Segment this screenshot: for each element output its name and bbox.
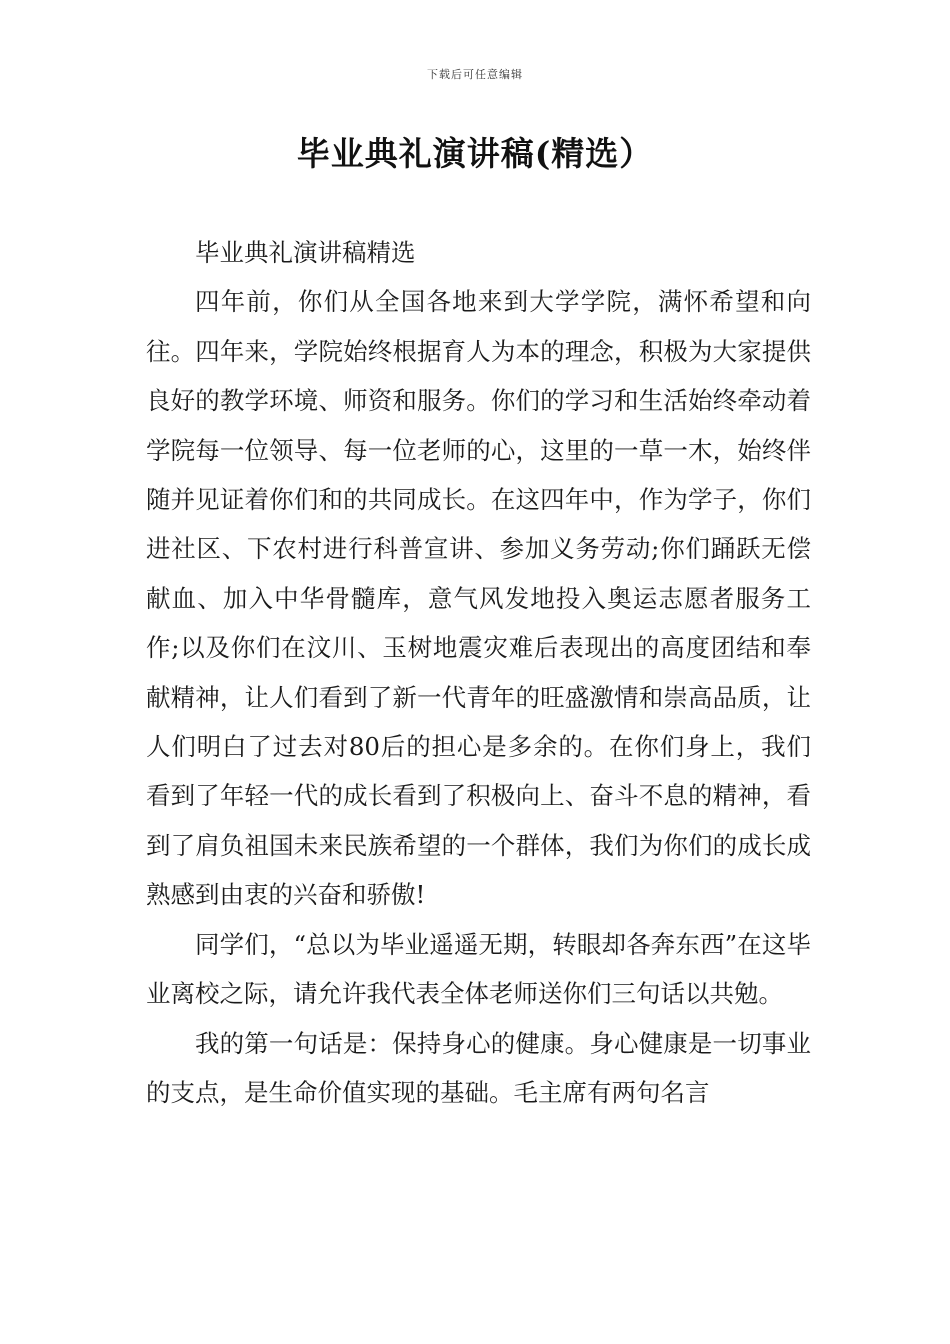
- document-title: 毕业典礼演讲稿(精选）: [296, 134, 654, 173]
- document-body: [146, 228, 811, 1117]
- header-note: 下载后可任意编辑: [427, 68, 523, 81]
- paragraph: 同学们，“总以为毕业遥遥无期，转眼却各奔东西”在这毕业离校之际，请允许我代表全体老师送你们三句话以共勉。: [146, 929, 811, 1009]
- paragraph: 四年前，你们从全国各地来到大学学院，满怀希望和向往。四年来，学院始终根据育人为本的理念，积极为大家提供良好的教学环境、师资和服务。你们的学习和生活始终牵动着学院每一位领导、每一位老师的心，这里的一草一木，始终伴随并见证着你们和的共同成长。在这四年中，作为学子，你们进社区、下农村进行科普宣讲、参加义务劳动;你们踊跃无偿献血、加入中华骨髓库，意气风发地投入奥运志愿者服务工作;以及你们在汶川、玉树地震灾难后表现出的高度团结和奉献精神，让人们看到了新一代青年的旺盛激情和崇高品质，让人们明白了过去对80后的担心是多余的。在你们身上，我们看到了年轻一代的成长看到了积极向上、奋斗不息的精神，看到了肩负祖国未来民族希望的一个群体，我们为你们的成长成熟感到由衷的兴奋和骄傲!: [146, 287, 811, 910]
- paragraph-subtitle: 毕业典礼演讲稿精选: [195, 238, 416, 267]
- paragraph: 我的第一句话是：保持身心的健康。身心健康是一切事业的支点，是生命价值实现的基础。毛主席有两句名言: [146, 1028, 811, 1107]
